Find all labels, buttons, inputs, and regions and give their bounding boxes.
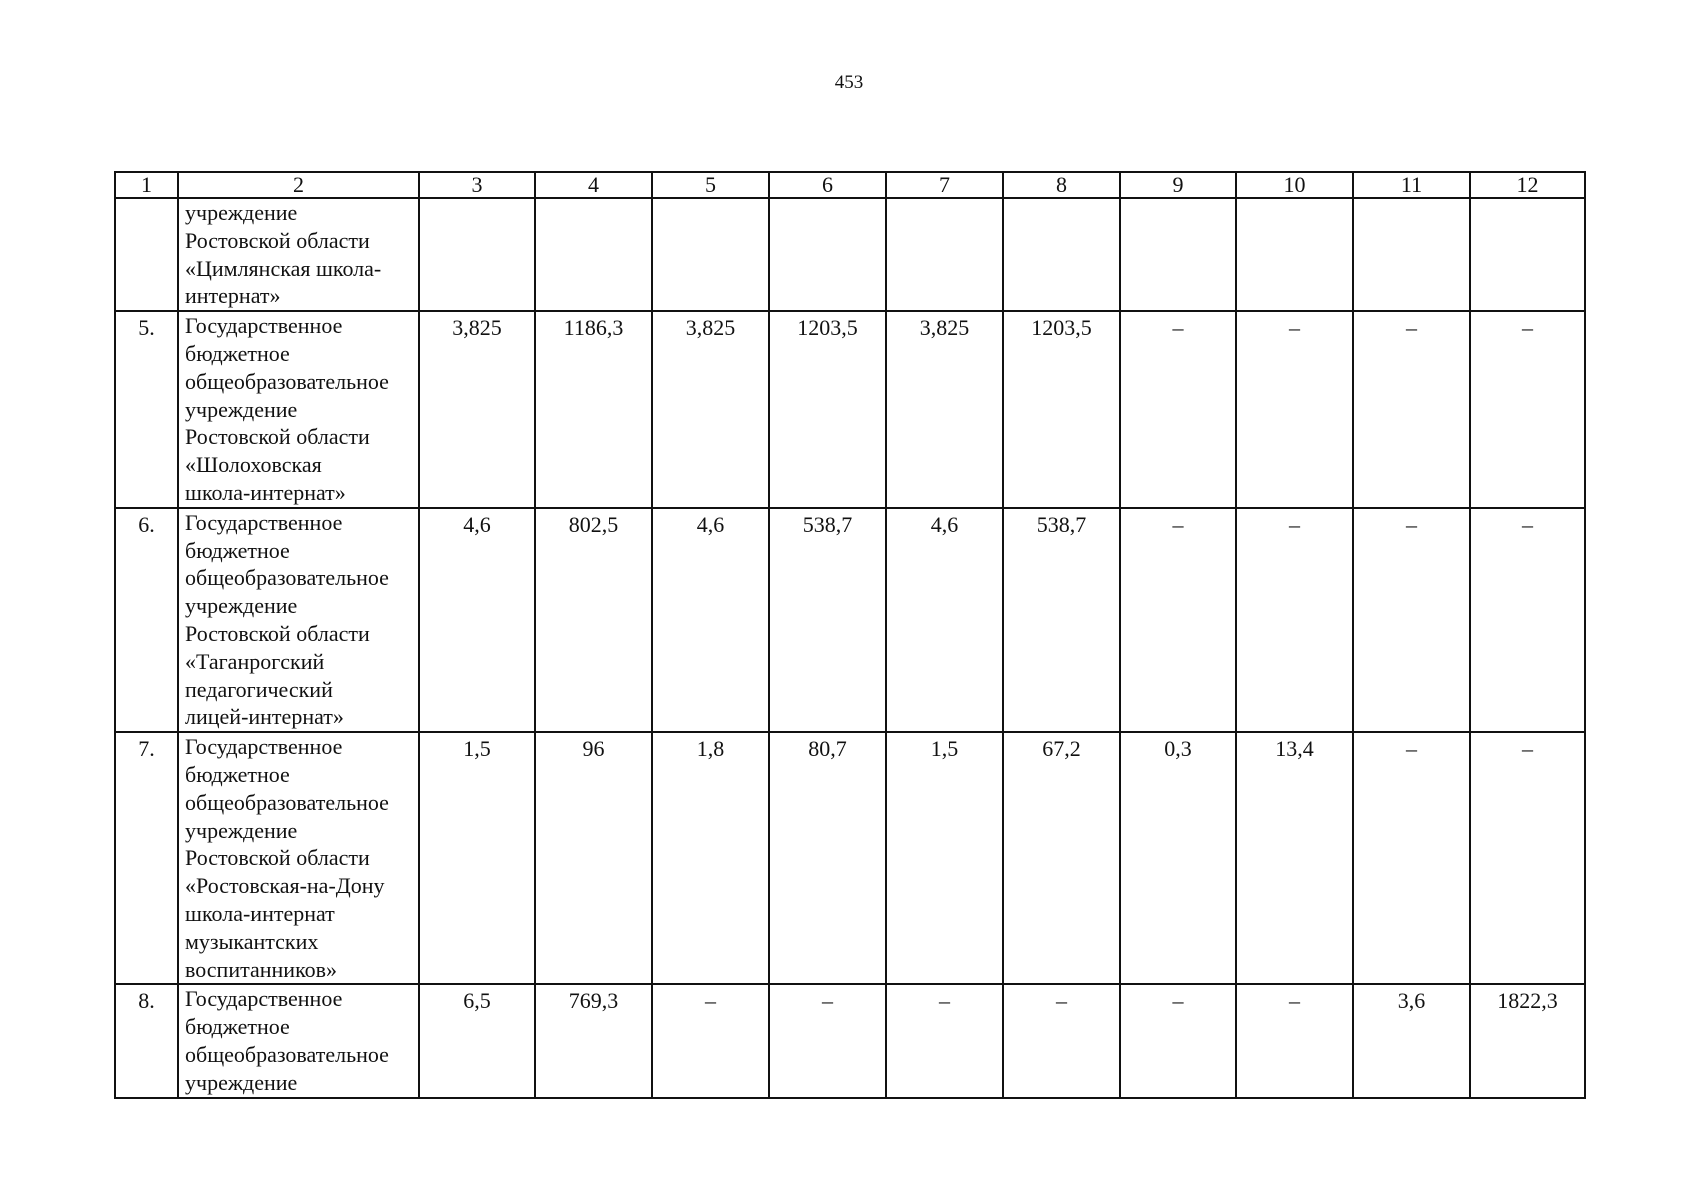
value-cell: 1,5	[886, 732, 1003, 984]
name-line: учреждение	[185, 396, 298, 422]
value-cell: 538,7	[769, 508, 886, 732]
value-cell: –	[1236, 311, 1353, 508]
value-cell	[1236, 198, 1353, 311]
value-cell	[769, 198, 886, 311]
value-cell: –	[886, 984, 1003, 1097]
name-line: учреждение	[185, 593, 298, 619]
value-cell: 0,3	[1120, 732, 1236, 984]
value-cell: –	[1470, 508, 1585, 732]
value-cell: –	[769, 984, 886, 1097]
value-cell: –	[1003, 984, 1120, 1097]
column-header: 3	[419, 172, 535, 198]
value-cell: 1,8	[652, 732, 769, 984]
name-line: Государственное	[185, 509, 343, 535]
name-line: бюджетное	[185, 761, 290, 787]
name-line: лицей-интернат»	[185, 704, 344, 730]
table-row	[115, 508, 1585, 732]
value-cell	[1003, 198, 1120, 311]
value-cell: 1203,5	[769, 311, 886, 508]
name-line: общеобразовательное	[185, 368, 389, 394]
name-line: общеобразовательное	[185, 1041, 389, 1067]
value-cell: 3,825	[652, 311, 769, 508]
name-line: «Таганрогский	[185, 648, 325, 674]
value-cell: 4,6	[419, 508, 535, 732]
value-cell: –	[1120, 508, 1236, 732]
name-line: бюджетное	[185, 1014, 290, 1040]
column-header: 6	[769, 172, 886, 198]
column-header: 5	[652, 172, 769, 198]
value-cell: 1822,3	[1470, 984, 1585, 1097]
table-body	[115, 172, 1585, 1098]
column-header: 2	[178, 172, 419, 198]
value-cell: –	[1236, 984, 1353, 1097]
value-cell: 1203,5	[1003, 311, 1120, 508]
name-line: Ростовской области	[185, 620, 370, 646]
value-cell: 3,825	[886, 311, 1003, 508]
value-cell: 67,2	[1003, 732, 1120, 984]
value-cell: –	[1236, 508, 1353, 732]
value-cell: 4,6	[652, 508, 769, 732]
value-cell: –	[1120, 311, 1236, 508]
name-line: Государственное	[185, 313, 343, 339]
value-cell: –	[652, 984, 769, 1097]
value-cell: 769,3	[535, 984, 652, 1097]
name-line: школа-интернат	[185, 900, 335, 926]
value-cell	[1353, 198, 1470, 311]
header-row	[115, 172, 1585, 198]
column-header: 7	[886, 172, 1003, 198]
value-cell: –	[1120, 984, 1236, 1097]
table-row	[115, 198, 1585, 311]
name-line: Ростовской области	[185, 227, 370, 253]
name-line: Государственное	[185, 734, 343, 760]
name-line: «Цимлянская школа-	[185, 255, 382, 281]
value-cell: 96	[535, 732, 652, 984]
name-line: бюджетное	[185, 340, 290, 366]
value-cell: 802,5	[535, 508, 652, 732]
value-cell: –	[1470, 311, 1585, 508]
institution-name	[178, 508, 419, 732]
column-header: 4	[535, 172, 652, 198]
name-line: общеобразовательное	[185, 565, 389, 591]
name-line: общеобразовательное	[185, 789, 389, 815]
value-cell	[419, 198, 535, 311]
name-line: учреждение	[185, 1069, 298, 1095]
value-cell: –	[1353, 508, 1470, 732]
value-cell: 3,6	[1353, 984, 1470, 1097]
row-number: 7.	[115, 732, 178, 984]
value-cell	[886, 198, 1003, 311]
table-row	[115, 984, 1585, 1097]
value-cell: 3,825	[419, 311, 535, 508]
table-row	[115, 311, 1585, 508]
value-cell	[1120, 198, 1236, 311]
row-number: 5.	[115, 311, 178, 508]
value-cell	[535, 198, 652, 311]
column-header: 9	[1120, 172, 1236, 198]
institution-name	[178, 198, 419, 311]
name-line: Государственное	[185, 986, 343, 1012]
name-line: Ростовской области	[185, 424, 370, 450]
value-cell: 80,7	[769, 732, 886, 984]
column-header: 12	[1470, 172, 1585, 198]
value-cell: –	[1353, 311, 1470, 508]
institution-name	[178, 984, 419, 1097]
value-cell	[652, 198, 769, 311]
name-line: «Ростовская-на-Дону	[185, 873, 385, 899]
value-cell: 6,5	[419, 984, 535, 1097]
name-line: учреждение	[185, 200, 298, 225]
name-line: музыкантских	[185, 928, 319, 954]
value-cell: 1186,3	[535, 311, 652, 508]
column-header: 11	[1353, 172, 1470, 198]
value-cell: 538,7	[1003, 508, 1120, 732]
name-line: бюджетное	[185, 537, 290, 563]
name-line: «Шолоховская	[185, 452, 322, 478]
value-cell: 4,6	[886, 508, 1003, 732]
value-cell: –	[1470, 732, 1585, 984]
column-header: 1	[115, 172, 178, 198]
value-cell: 1,5	[419, 732, 535, 984]
column-header: 10	[1236, 172, 1353, 198]
name-line: педагогический	[185, 676, 333, 702]
value-cell: 13,4	[1236, 732, 1353, 984]
value-cell: –	[1353, 732, 1470, 984]
name-line: воспитанников»	[185, 956, 338, 982]
institution-name	[178, 732, 419, 984]
table-row	[115, 732, 1585, 984]
name-line: интернат»	[185, 283, 281, 309]
page-number: 453	[834, 72, 864, 93]
row-number: 6.	[115, 508, 178, 732]
name-line: учреждение	[185, 817, 298, 843]
row-number: 8.	[115, 984, 178, 1097]
name-line: школа-интернат»	[185, 479, 346, 505]
name-line: Ростовской области	[185, 845, 370, 871]
value-cell	[1470, 198, 1585, 311]
data-table	[114, 171, 1586, 1099]
row-number	[115, 198, 178, 311]
column-header: 8	[1003, 172, 1120, 198]
institution-name	[178, 311, 419, 508]
